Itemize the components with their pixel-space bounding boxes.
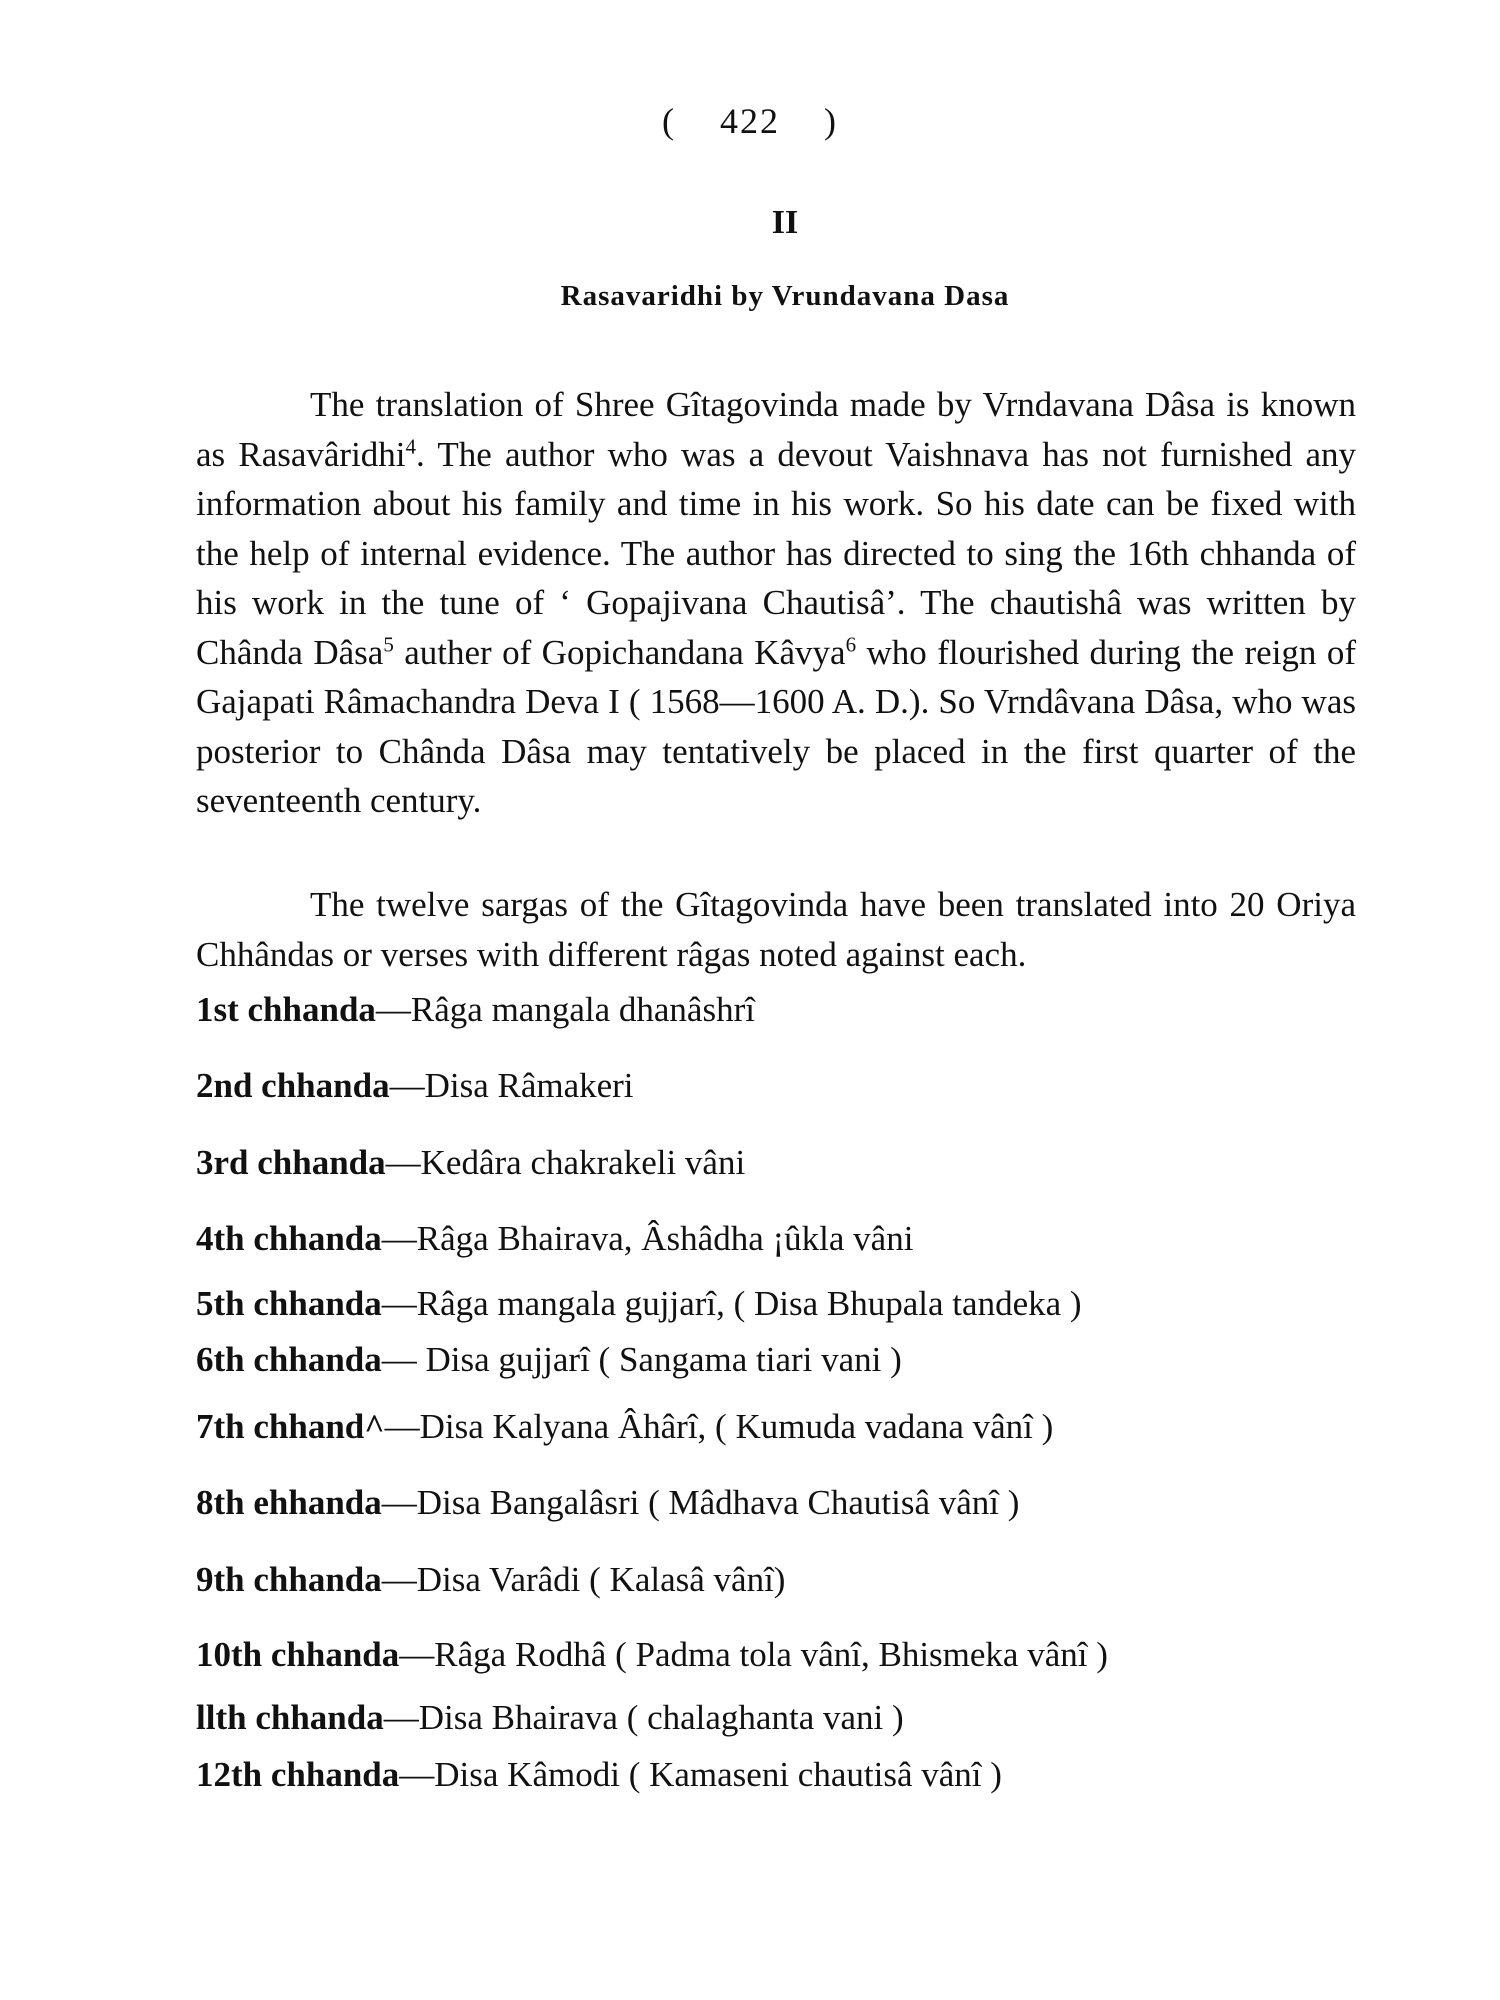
list-item <box>196 1143 745 1183</box>
chhanda-raga: —Râga mangala gujjarî, ( Disa Bhupala tandeka ) <box>381 1284 1082 1323</box>
page-number-open-paren: ( <box>662 101 676 141</box>
list-item <box>196 1219 913 1259</box>
list-item <box>196 1284 1082 1324</box>
list-item <box>196 1407 1053 1447</box>
paragraph-text: who flourished during the reign of Gajapati Râmachandra Deva I ( 1568—1600 A. D.). So Vrndâvana Dâsa, who was posterior to Chânda Dâsa may tentatively be placed in the first quarter of the seventeenth century. <box>196 632 1356 820</box>
list-item <box>196 1755 1002 1795</box>
chhanda-raga: —Disa Kalyana Âhârî, ( Kumuda vadana vânî ) <box>384 1407 1054 1446</box>
footnote-ref: 4 <box>405 433 417 458</box>
chhanda-label: 4th chhanda <box>196 1219 382 1258</box>
chhanda-raga: —Kedâra chakrakeli vâni <box>385 1143 746 1182</box>
paragraph-text: . The author who was a devout Vaishnava has not furnished any information about his family and time in his work. So his date can be fixed with the help of internal evidence. The author has directed to sing the 16th chhanda of his work in the tune of ‘ Gopajivana Chautisâ’. The chautishâ was written by Chânda Dâsa <box>196 434 1357 672</box>
chhanda-label: 7th chhand^ <box>196 1407 385 1446</box>
chhanda-label: llth chhanda <box>196 1698 384 1737</box>
paragraph-text: The translation of Shree Gîtagovinda made by Vrndavana Dâsa is known as Rasavâridhi <box>196 385 1356 474</box>
chhanda-label: 6th chhanda <box>196 1340 382 1379</box>
chhanda-label: 10th chhanda <box>196 1635 400 1674</box>
list-item <box>196 1560 785 1600</box>
chhanda-label: 2nd chhanda <box>196 1066 390 1105</box>
list-item <box>196 1483 1019 1523</box>
chhanda-label: 5th chhanda <box>196 1284 382 1323</box>
chhanda-raga: —Disa Bangalâsri ( Mâdhava Chautisâ vânî ) <box>381 1483 1020 1522</box>
chhanda-raga: —Râga Bhairava, Âshâdha ¡ûkla vâni <box>381 1219 914 1258</box>
chhanda-label: 3rd chhanda <box>196 1143 386 1182</box>
page-number <box>0 100 1500 142</box>
page-number-value: 422 <box>720 101 780 141</box>
list-item <box>196 1066 634 1106</box>
list-item <box>196 1698 904 1738</box>
paragraph-text: auther of Gopichandana Kâvya <box>393 632 846 672</box>
chhanda-raga: — Disa gujjarî ( Sangama tiari vani ) <box>381 1340 902 1379</box>
list-item <box>196 1635 1108 1675</box>
paragraph-intro <box>196 380 1356 826</box>
footnote-ref: 5 <box>383 631 394 656</box>
chhanda-raga: —Disa Varâdi ( Kalasâ vânî) <box>381 1560 786 1599</box>
chhanda-raga: —Disa Râmakeri <box>389 1066 634 1105</box>
footnote-ref: 6 <box>845 631 857 656</box>
chhanda-label: 8th ehhanda <box>196 1483 382 1522</box>
list-item <box>196 990 755 1030</box>
chhanda-raga: —Râga Rodhâ ( Padma tola vânî, Bhismeka vânî ) <box>399 1635 1108 1674</box>
section-number: II <box>771 204 799 241</box>
chhanda-label: 1st chhanda <box>196 990 376 1029</box>
chhanda-raga: —Râga mangala dhanâshrî <box>375 990 755 1029</box>
list-item <box>196 1340 902 1380</box>
chhanda-raga: —Disa Kâmodi ( Kamaseni chautisâ vânî ) <box>399 1755 1002 1794</box>
chhanda-raga: —Disa Bhairava ( chalaghanta vani ) <box>383 1698 904 1737</box>
page-number-close-paren: ) <box>824 101 838 141</box>
section-title: Rasavaridhi by Vrundavana Dasa <box>560 280 1010 312</box>
paragraph-sargas: The twelve sargas of the Gîtagovinda have been translated into 20 Oriya Chhândas or verses with different râgas noted against each. <box>196 885 1356 974</box>
chhanda-label: 9th chhanda <box>196 1560 382 1599</box>
chhanda-label: 12th chhanda <box>196 1755 400 1794</box>
